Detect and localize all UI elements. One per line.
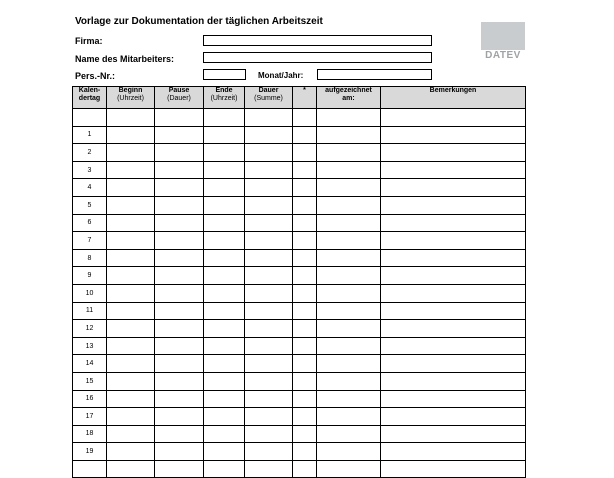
entry-cell[interactable] <box>204 267 245 285</box>
entry-cell[interactable] <box>381 443 526 461</box>
day-cell <box>73 460 107 478</box>
entry-cell[interactable] <box>381 390 526 408</box>
table-row <box>73 161 526 179</box>
entry-cell[interactable] <box>245 443 293 461</box>
entry-cell[interactable] <box>155 109 204 127</box>
entry-cell[interactable] <box>381 126 526 144</box>
time-table <box>72 86 526 478</box>
entry-cell[interactable] <box>204 425 245 443</box>
table-row <box>73 390 526 408</box>
monat-label: Monat/Jahr: <box>258 71 304 80</box>
day-cell: 13 <box>73 337 107 355</box>
entry-cell[interactable] <box>155 179 204 197</box>
entry-cell[interactable] <box>245 320 293 338</box>
entry-cell[interactable] <box>155 302 204 320</box>
table-row <box>73 144 526 162</box>
column-header-label: Bemerkungen <box>429 87 477 94</box>
entry-cell[interactable] <box>381 214 526 232</box>
column-header-sublabel: (Dauer) <box>167 95 191 102</box>
mitarbeiter-field[interactable] <box>203 52 432 63</box>
entry-cell[interactable] <box>245 214 293 232</box>
entry-cell[interactable] <box>204 196 245 214</box>
entry-cell[interactable] <box>317 249 381 267</box>
column-header-sublabel: (Summe) <box>254 95 283 102</box>
entry-cell[interactable] <box>317 214 381 232</box>
entry-cell[interactable] <box>245 337 293 355</box>
entry-cell[interactable] <box>317 460 381 478</box>
entry-cell[interactable] <box>155 232 204 250</box>
entry-cell[interactable] <box>293 443 317 461</box>
column-header <box>293 87 317 109</box>
firma-label: Firma: <box>75 36 103 46</box>
entry-cell[interactable] <box>381 355 526 373</box>
table-row <box>73 320 526 338</box>
entry-cell[interactable] <box>293 196 317 214</box>
entry-cell[interactable] <box>245 249 293 267</box>
page-title: Vorlage zur Dokumentation der täglichen Arbeitszeit <box>75 16 323 27</box>
column-header <box>245 87 293 109</box>
entry-cell[interactable] <box>107 408 155 426</box>
day-cell: 7 <box>73 232 107 250</box>
entry-cell[interactable] <box>293 249 317 267</box>
entry-cell[interactable] <box>381 232 526 250</box>
entry-cell[interactable] <box>155 161 204 179</box>
entry-cell[interactable] <box>317 443 381 461</box>
table-row <box>73 232 526 250</box>
monat-field[interactable] <box>317 69 432 80</box>
column-header <box>73 87 107 109</box>
entry-cell[interactable] <box>381 320 526 338</box>
entry-cell[interactable] <box>107 284 155 302</box>
entry-cell[interactable] <box>204 355 245 373</box>
entry-cell[interactable] <box>293 232 317 250</box>
day-cell: 8 <box>73 249 107 267</box>
entry-cell[interactable] <box>317 109 381 127</box>
entry-cell[interactable] <box>155 372 204 390</box>
entry-cell[interactable] <box>381 284 526 302</box>
entry-cell[interactable] <box>293 425 317 443</box>
header-row <box>73 87 526 109</box>
entry-cell[interactable] <box>204 179 245 197</box>
entry-cell[interactable] <box>155 408 204 426</box>
column-header <box>381 87 526 109</box>
day-cell: 16 <box>73 390 107 408</box>
entry-cell[interactable] <box>293 337 317 355</box>
entry-cell[interactable] <box>155 443 204 461</box>
entry-cell[interactable] <box>245 425 293 443</box>
entry-cell[interactable] <box>317 232 381 250</box>
persnr-field[interactable] <box>203 69 246 80</box>
entry-cell[interactable] <box>245 109 293 127</box>
entry-cell[interactable] <box>107 390 155 408</box>
table-row <box>73 408 526 426</box>
entry-cell[interactable] <box>245 408 293 426</box>
table-row <box>73 337 526 355</box>
datev-logo <box>481 22 525 64</box>
mitarbeiter-label: Name des Mitarbeiters: <box>75 54 175 64</box>
table-row <box>73 179 526 197</box>
day-cell: 6 <box>73 214 107 232</box>
entry-cell[interactable] <box>381 249 526 267</box>
column-header <box>107 87 155 109</box>
entry-cell[interactable] <box>107 196 155 214</box>
entry-cell[interactable] <box>293 372 317 390</box>
logo-box <box>481 22 525 50</box>
entry-cell[interactable] <box>293 126 317 144</box>
entry-cell[interactable] <box>204 232 245 250</box>
entry-cell[interactable] <box>107 144 155 162</box>
entry-cell[interactable] <box>381 109 526 127</box>
entry-cell[interactable] <box>107 232 155 250</box>
entry-cell[interactable] <box>381 302 526 320</box>
firma-field[interactable] <box>203 35 432 46</box>
entry-cell[interactable] <box>204 144 245 162</box>
table-row <box>73 126 526 144</box>
table-row <box>73 109 526 127</box>
day-cell: 3 <box>73 161 107 179</box>
entry-cell[interactable] <box>107 443 155 461</box>
entry-cell[interactable] <box>293 144 317 162</box>
entry-cell[interactable] <box>204 443 245 461</box>
entry-cell[interactable] <box>293 302 317 320</box>
entry-cell[interactable] <box>293 214 317 232</box>
entry-cell[interactable] <box>293 320 317 338</box>
entry-cell[interactable] <box>204 302 245 320</box>
entry-cell[interactable] <box>107 214 155 232</box>
day-cell: 5 <box>73 196 107 214</box>
day-cell <box>73 109 107 127</box>
entry-cell[interactable] <box>245 372 293 390</box>
entry-cell[interactable] <box>155 214 204 232</box>
table-row <box>73 249 526 267</box>
entry-cell[interactable] <box>317 320 381 338</box>
entry-cell[interactable] <box>317 144 381 162</box>
entry-cell[interactable] <box>155 355 204 373</box>
logo-text: DATEV <box>485 50 521 61</box>
entry-cell[interactable] <box>293 179 317 197</box>
entry-cell[interactable] <box>204 337 245 355</box>
day-cell: 2 <box>73 144 107 162</box>
column-header-sublabel: (Uhrzeit) <box>210 95 238 102</box>
column-header-label: aufgezeichnet <box>325 87 372 94</box>
entry-cell[interactable] <box>245 355 293 373</box>
entry-cell[interactable] <box>293 355 317 373</box>
entry-cell[interactable] <box>381 460 526 478</box>
entry-cell[interactable] <box>381 161 526 179</box>
entry-cell[interactable] <box>204 372 245 390</box>
entry-cell[interactable] <box>381 196 526 214</box>
entry-cell[interactable] <box>381 267 526 285</box>
entry-cell[interactable] <box>107 267 155 285</box>
column-header <box>204 87 245 109</box>
entry-cell[interactable] <box>107 161 155 179</box>
table-row <box>73 214 526 232</box>
entry-cell[interactable] <box>317 425 381 443</box>
entry-cell[interactable] <box>107 425 155 443</box>
column-header-sublabel: dertag <box>78 95 101 102</box>
entry-cell[interactable] <box>381 179 526 197</box>
table-row <box>73 267 526 285</box>
entry-cell[interactable] <box>317 196 381 214</box>
entry-cell[interactable] <box>107 126 155 144</box>
entry-cell[interactable] <box>204 109 245 127</box>
entry-cell[interactable] <box>107 109 155 127</box>
entry-cell[interactable] <box>317 337 381 355</box>
entry-cell[interactable] <box>204 408 245 426</box>
table-row <box>73 425 526 443</box>
entry-cell[interactable] <box>293 109 317 127</box>
entry-cell[interactable] <box>245 267 293 285</box>
day-cell: 14 <box>73 355 107 373</box>
entry-cell[interactable] <box>107 337 155 355</box>
table-row <box>73 302 526 320</box>
day-cell: 10 <box>73 284 107 302</box>
entry-cell[interactable] <box>317 179 381 197</box>
entry-cell[interactable] <box>204 320 245 338</box>
entry-cell[interactable] <box>245 196 293 214</box>
entry-cell[interactable] <box>381 372 526 390</box>
day-cell: 15 <box>73 372 107 390</box>
day-cell: 19 <box>73 443 107 461</box>
entry-cell[interactable] <box>204 390 245 408</box>
entry-cell[interactable] <box>317 126 381 144</box>
entry-cell[interactable] <box>317 390 381 408</box>
entry-cell[interactable] <box>317 302 381 320</box>
entry-cell[interactable] <box>293 390 317 408</box>
column-header-label: Pause <box>168 87 190 94</box>
entry-cell[interactable] <box>204 161 245 179</box>
entry-cell[interactable] <box>107 372 155 390</box>
day-cell: 11 <box>73 302 107 320</box>
entry-cell[interactable] <box>317 161 381 179</box>
entry-cell[interactable] <box>293 408 317 426</box>
day-cell: 4 <box>73 179 107 197</box>
entry-cell[interactable] <box>317 267 381 285</box>
entry-cell[interactable] <box>381 408 526 426</box>
entry-cell[interactable] <box>107 249 155 267</box>
entry-cell[interactable] <box>155 267 204 285</box>
entry-cell[interactable] <box>204 126 245 144</box>
column-header-sublabel: (Uhrzeit) <box>117 95 144 102</box>
entry-cell[interactable] <box>155 126 204 144</box>
column-header <box>155 87 204 109</box>
entry-cell[interactable] <box>155 144 204 162</box>
table-row <box>73 443 526 461</box>
day-cell: 12 <box>73 320 107 338</box>
day-cell: 18 <box>73 425 107 443</box>
entry-cell[interactable] <box>245 126 293 144</box>
entry-cell[interactable] <box>204 284 245 302</box>
entry-cell[interactable] <box>381 144 526 162</box>
column-header-label: Dauer <box>258 87 279 94</box>
entry-cell[interactable] <box>245 390 293 408</box>
column-header-sublabel: am: <box>342 95 355 102</box>
entry-cell[interactable] <box>245 144 293 162</box>
column-header-label: * <box>303 87 306 94</box>
entry-cell[interactable] <box>155 284 204 302</box>
entry-cell[interactable] <box>293 460 317 478</box>
entry-cell[interactable] <box>293 267 317 285</box>
entry-cell[interactable] <box>293 284 317 302</box>
entry-cell[interactable] <box>245 179 293 197</box>
entry-cell[interactable] <box>204 214 245 232</box>
entry-cell[interactable] <box>155 249 204 267</box>
column-header-label: Kalen- <box>78 87 101 94</box>
entry-cell[interactable] <box>381 425 526 443</box>
entry-cell[interactable] <box>155 196 204 214</box>
entry-cell[interactable] <box>293 161 317 179</box>
entry-cell[interactable] <box>245 460 293 478</box>
entry-cell[interactable] <box>107 460 155 478</box>
table-row <box>73 284 526 302</box>
entry-cell[interactable] <box>317 284 381 302</box>
entry-cell[interactable] <box>317 408 381 426</box>
entry-cell[interactable] <box>245 284 293 302</box>
entry-cell[interactable] <box>107 302 155 320</box>
column-header <box>317 87 381 109</box>
entry-cell[interactable] <box>204 460 245 478</box>
entry-cell[interactable] <box>381 337 526 355</box>
table-row <box>73 355 526 373</box>
day-cell: 9 <box>73 267 107 285</box>
persnr-label: Pers.-Nr.: <box>75 71 116 81</box>
table-row <box>73 372 526 390</box>
entry-cell[interactable] <box>245 302 293 320</box>
column-header-label: Beginn <box>118 87 143 94</box>
entry-cell[interactable] <box>155 390 204 408</box>
entry-cell[interactable] <box>107 320 155 338</box>
entry-cell[interactable] <box>155 425 204 443</box>
entry-cell[interactable] <box>155 460 204 478</box>
table-row <box>73 196 526 214</box>
entry-cell[interactable] <box>155 320 204 338</box>
entry-cell[interactable] <box>204 249 245 267</box>
entry-cell[interactable] <box>245 161 293 179</box>
entry-cell[interactable] <box>245 232 293 250</box>
entry-cell[interactable] <box>317 355 381 373</box>
entry-cell[interactable] <box>107 179 155 197</box>
table-row <box>73 460 526 478</box>
day-cell: 1 <box>73 126 107 144</box>
entry-cell[interactable] <box>155 337 204 355</box>
column-header-label: Ende <box>215 87 233 94</box>
day-cell: 17 <box>73 408 107 426</box>
entry-cell[interactable] <box>317 372 381 390</box>
entry-cell[interactable] <box>107 355 155 373</box>
